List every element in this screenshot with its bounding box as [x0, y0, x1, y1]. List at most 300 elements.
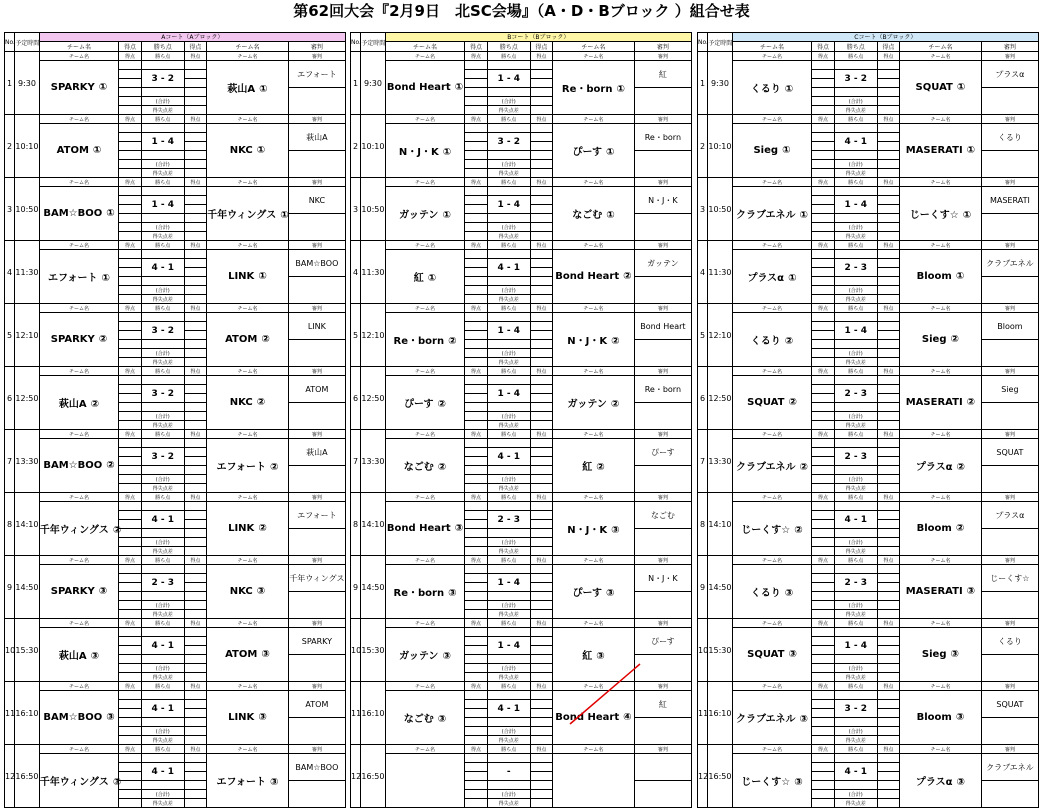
score-cell	[877, 799, 899, 808]
team-1-round: ③	[442, 651, 451, 662]
score-cell	[119, 799, 141, 808]
score-cell	[119, 691, 141, 700]
blank-cell	[141, 214, 184, 223]
score-cell	[119, 673, 141, 682]
score-header: 得点	[812, 493, 834, 502]
referee-blank	[288, 88, 345, 115]
score-cell	[530, 295, 552, 304]
score-cell	[812, 718, 834, 727]
team-2-name: 紅	[582, 462, 593, 473]
team-1-round: ③	[90, 651, 100, 662]
diff-label: 得失点差	[834, 673, 877, 682]
team-1-name: SPARKY	[50, 82, 95, 93]
team-2-round: ①	[256, 145, 266, 156]
team-1-name: ガッテン	[399, 651, 439, 662]
blank-cell	[487, 124, 530, 133]
score-cell	[119, 511, 141, 520]
referee-name: 紅	[634, 61, 691, 88]
score-cell	[119, 187, 141, 196]
score-header: 得点	[465, 745, 487, 754]
team-2-round: ②	[956, 462, 965, 473]
score-cell	[465, 268, 487, 277]
referee-header: 審判	[981, 367, 1038, 376]
score-cell	[184, 403, 206, 412]
header-score: 得点	[812, 42, 834, 52]
team-2-name: Sieg	[921, 334, 947, 345]
match-number: 5	[351, 304, 361, 367]
score-header: 得点	[530, 115, 552, 124]
score-cell	[184, 349, 206, 358]
diff-label: 得失点差	[487, 484, 530, 493]
score-cell	[184, 502, 206, 511]
team-1-round: ①	[442, 210, 451, 221]
referee-header: 審判	[981, 556, 1038, 565]
team-1-round: ①	[101, 273, 110, 284]
team-header: チーム名	[385, 304, 465, 313]
match-number: 4	[351, 241, 361, 304]
match-number: 5	[5, 304, 15, 367]
team-2-round: ③	[256, 586, 266, 597]
team-header: チーム名	[385, 745, 465, 754]
score-header: 得点	[184, 241, 206, 250]
total-label: (合計)	[487, 97, 530, 106]
score-cell	[184, 340, 206, 349]
match-number: 12	[698, 745, 708, 808]
team-2-name: MASERATI	[905, 145, 963, 156]
blank-cell	[141, 277, 184, 286]
score-cell	[184, 547, 206, 556]
score-cell	[465, 322, 487, 331]
score-header: 得点	[530, 241, 552, 250]
team-1-name: SQUAT	[747, 649, 785, 660]
team-1-cell	[732, 250, 812, 304]
team-1-round: ③	[112, 777, 122, 788]
team-2-cell	[900, 565, 982, 619]
score-header: 得点	[184, 367, 206, 376]
match-number: 1	[698, 52, 708, 115]
score-cell	[184, 799, 206, 808]
score-header: 得点	[530, 682, 552, 691]
score-cell	[877, 439, 899, 448]
score-cell	[812, 655, 834, 664]
score-header: 得点	[119, 115, 141, 124]
referee-header: 審判	[981, 178, 1038, 187]
score-header: 得点	[465, 367, 487, 376]
score-cell	[465, 376, 487, 385]
diff-label: 得失点差	[141, 610, 184, 619]
score-header: 得点	[877, 115, 899, 124]
points-header: 勝ち点	[834, 430, 877, 439]
score-cell	[530, 421, 552, 430]
blank-cell	[141, 313, 184, 322]
team-1-cell	[39, 61, 119, 115]
score-cell	[119, 664, 141, 673]
team-1-name: N・J・K	[398, 147, 439, 158]
score-cell	[465, 637, 487, 646]
score-cell	[530, 439, 552, 448]
diff-label: 得失点差	[141, 484, 184, 493]
score-cell	[119, 286, 141, 295]
team-1-name: エフォート	[48, 273, 98, 284]
score-cell	[812, 439, 834, 448]
score-cell	[465, 169, 487, 178]
score-cell	[184, 448, 206, 457]
match-time: 12:10	[15, 304, 40, 367]
team-1-cell	[385, 250, 465, 304]
score-cell	[119, 727, 141, 736]
score-header: 得点	[812, 115, 834, 124]
score-cell	[465, 511, 487, 520]
score-cell	[877, 520, 899, 529]
score-cell	[465, 70, 487, 79]
score-cell	[184, 250, 206, 259]
blank-cell	[141, 691, 184, 700]
team-2-cell	[553, 250, 635, 304]
score-cell	[465, 205, 487, 214]
score-header: 得点	[465, 304, 487, 313]
score-header: 得点	[119, 745, 141, 754]
score-cell	[530, 322, 552, 331]
score-header: 得点	[530, 745, 552, 754]
team-2-name: なごむ	[572, 210, 603, 221]
team-2-cell	[553, 187, 635, 241]
match-number: 9	[698, 556, 708, 619]
score-cell	[465, 709, 487, 718]
total-label: (合計)	[834, 223, 877, 232]
team-header: チーム名	[385, 556, 465, 565]
team-header: チーム名	[385, 682, 465, 691]
score-cell	[119, 97, 141, 106]
schedule-table-a	[4, 32, 346, 808]
team-1-name: 紅	[413, 273, 424, 284]
score-cell	[877, 547, 899, 556]
score-cell	[877, 727, 899, 736]
score-cell	[184, 583, 206, 592]
blank-cell	[834, 151, 877, 160]
score-cell	[812, 286, 834, 295]
match-number: 4	[698, 241, 708, 304]
team-1-name: 萩山A	[58, 399, 87, 410]
score-cell	[877, 106, 899, 115]
team-1-name: くるり	[750, 84, 781, 95]
team-1-name: BAM☆BOO	[43, 712, 103, 723]
team-1-cell	[732, 376, 812, 430]
score-cell	[530, 385, 552, 394]
score-cell	[465, 160, 487, 169]
team-2-name: NKC	[229, 586, 253, 597]
referee-blank	[981, 403, 1038, 430]
score-cell	[812, 484, 834, 493]
match-time: 10:10	[15, 115, 40, 178]
match-number: 3	[351, 178, 361, 241]
score-cell	[184, 520, 206, 529]
diff-label: 得失点差	[834, 106, 877, 115]
score-cell	[812, 403, 834, 412]
score-cell	[812, 511, 834, 520]
team-1-round: ③	[799, 714, 808, 725]
team-header: チーム名	[207, 745, 289, 754]
match-time: 14:10	[15, 493, 40, 556]
score-cell	[119, 232, 141, 241]
score-cell	[812, 475, 834, 484]
team-1-cell	[385, 754, 465, 808]
team-2-cell	[207, 502, 289, 556]
score-cell	[465, 142, 487, 151]
score-cell	[119, 205, 141, 214]
score-cell	[119, 736, 141, 745]
match-time: 10:50	[361, 178, 386, 241]
score-cell	[877, 574, 899, 583]
schedule-table-c	[697, 32, 1039, 808]
team-1-round: ①	[784, 84, 794, 95]
match-number: 8	[5, 493, 15, 556]
points-header: 勝ち点	[141, 745, 184, 754]
score-cell	[465, 574, 487, 583]
score-cell	[530, 790, 552, 799]
blank-cell	[141, 88, 184, 97]
score-cell	[119, 79, 141, 88]
diff-label: 得失点差	[487, 358, 530, 367]
score-header: 得点	[465, 52, 487, 61]
score-cell	[530, 511, 552, 520]
score-cell	[184, 268, 206, 277]
referee-header: 審判	[288, 304, 345, 313]
score-cell	[812, 313, 834, 322]
match-result: 1 - 4	[487, 637, 530, 655]
team-2-round: ③	[955, 712, 965, 723]
team-header: チーム名	[385, 619, 465, 628]
match-time: 12:10	[708, 304, 733, 367]
score-cell	[530, 709, 552, 718]
team-2-cell	[207, 313, 289, 367]
score-cell	[465, 340, 487, 349]
points-header: 勝ち点	[834, 493, 877, 502]
blank-cell	[487, 340, 530, 349]
team-2-name: Bloom	[916, 271, 952, 282]
referee-name: くるり	[981, 124, 1038, 151]
header-time: 予定時間	[708, 33, 733, 52]
score-cell	[877, 700, 899, 709]
header-no: No.	[698, 33, 708, 52]
team-2-round: ②	[966, 397, 976, 408]
score-cell	[812, 187, 834, 196]
score-header: 得点	[119, 367, 141, 376]
score-cell	[812, 259, 834, 268]
match-time: 14:10	[708, 493, 733, 556]
score-cell	[184, 790, 206, 799]
score-header: 得点	[184, 115, 206, 124]
referee-blank	[981, 718, 1038, 745]
score-cell	[530, 349, 552, 358]
total-label: (合計)	[141, 97, 184, 106]
referee-header: 審判	[634, 556, 691, 565]
total-label: (合計)	[141, 538, 184, 547]
referee-blank	[981, 466, 1038, 493]
team-1-round: ③	[106, 712, 115, 723]
score-cell	[530, 727, 552, 736]
points-header: 勝ち点	[487, 178, 530, 187]
points-header: 勝ち点	[834, 682, 877, 691]
team-2-name: 萩山A	[227, 84, 256, 95]
score-cell	[119, 412, 141, 421]
score-cell	[184, 511, 206, 520]
score-cell	[877, 781, 899, 790]
blank-cell	[141, 655, 184, 664]
team-1-round: ②	[799, 462, 808, 473]
header-referee: 審判	[288, 42, 345, 52]
score-cell	[812, 268, 834, 277]
referee-header: 審判	[634, 367, 691, 376]
team-2-name: NKC	[229, 397, 253, 408]
team-1-cell	[39, 313, 119, 367]
score-header: 得点	[877, 52, 899, 61]
diff-label: 得失点差	[141, 358, 184, 367]
score-cell	[119, 340, 141, 349]
diff-label: 得失点差	[141, 232, 184, 241]
team-2-round: ②	[256, 397, 266, 408]
score-cell	[119, 376, 141, 385]
score-cell	[465, 484, 487, 493]
score-cell	[812, 610, 834, 619]
score-cell	[119, 547, 141, 556]
match-result: 3 - 2	[141, 448, 184, 466]
referee-name: N・J・K	[634, 187, 691, 214]
header-no: No.	[5, 33, 15, 52]
score-header: 得点	[812, 304, 834, 313]
referee-name	[634, 754, 691, 781]
referee-blank	[981, 214, 1038, 241]
score-cell	[119, 754, 141, 763]
team-1-round: ②	[794, 525, 803, 536]
team-2-cell	[553, 565, 635, 619]
score-cell	[877, 232, 899, 241]
team-1-name: SQUAT	[747, 397, 785, 408]
score-cell	[465, 97, 487, 106]
team-1-cell	[39, 124, 119, 178]
header-time: 予定時間	[361, 33, 386, 52]
team-2-round: ②	[610, 399, 620, 410]
score-cell	[812, 781, 834, 790]
score-cell	[184, 610, 206, 619]
referee-blank	[634, 340, 691, 367]
team-header: チーム名	[900, 682, 982, 691]
score-cell	[465, 601, 487, 610]
score-cell	[119, 421, 141, 430]
team-1-round: ③	[788, 649, 797, 660]
blank-cell	[487, 628, 530, 637]
match-time: 16:10	[15, 682, 40, 745]
points-header: 勝ち点	[487, 619, 530, 628]
match-result: 3 - 2	[141, 322, 184, 340]
score-cell	[877, 259, 899, 268]
referee-name: ATOM	[288, 691, 345, 718]
total-label: (合計)	[141, 223, 184, 232]
score-cell	[877, 151, 899, 160]
score-cell	[119, 466, 141, 475]
score-cell	[812, 664, 834, 673]
score-header: 得点	[812, 619, 834, 628]
score-cell	[530, 79, 552, 88]
score-cell	[119, 331, 141, 340]
score-cell	[465, 565, 487, 574]
score-cell	[812, 772, 834, 781]
total-label: (合計)	[487, 412, 530, 421]
score-cell	[877, 277, 899, 286]
team-1-name: クラブエネル	[736, 462, 796, 473]
points-header: 勝ち点	[834, 556, 877, 565]
score-header: 得点	[812, 241, 834, 250]
referee-blank	[981, 592, 1038, 619]
match-time: 11:30	[708, 241, 733, 304]
match-number: 9	[351, 556, 361, 619]
score-cell	[812, 133, 834, 142]
score-cell	[530, 403, 552, 412]
match-time: 14:10	[361, 493, 386, 556]
score-header: 得点	[812, 430, 834, 439]
score-cell	[465, 412, 487, 421]
score-cell	[530, 736, 552, 745]
score-cell	[184, 763, 206, 772]
score-cell	[465, 502, 487, 511]
team-2-cell	[553, 376, 635, 430]
match-result: 4 - 1	[834, 763, 877, 781]
score-cell	[184, 232, 206, 241]
header-score: 得点	[184, 42, 206, 52]
team-2-cell	[900, 61, 982, 115]
team-header: チーム名	[207, 178, 289, 187]
score-cell	[184, 412, 206, 421]
team-1-cell	[732, 691, 812, 745]
blank-cell	[487, 88, 530, 97]
match-result: 1 - 4	[834, 196, 877, 214]
points-header: 勝ち点	[487, 682, 530, 691]
blank-cell	[487, 439, 530, 448]
team-1-cell	[39, 754, 122, 808]
score-cell	[119, 439, 141, 448]
referee-header: 審判	[634, 493, 691, 502]
score-cell	[877, 412, 899, 421]
score-cell	[877, 97, 899, 106]
score-cell	[877, 286, 899, 295]
score-cell	[184, 295, 206, 304]
score-cell	[877, 421, 899, 430]
score-cell	[119, 214, 141, 223]
score-cell	[184, 124, 206, 133]
referee-name: クラブエネル	[981, 250, 1038, 277]
score-cell	[119, 718, 141, 727]
score-cell	[812, 277, 834, 286]
score-cell	[530, 340, 552, 349]
match-result: 2 - 3	[487, 511, 530, 529]
score-cell	[184, 655, 206, 664]
team-header: チーム名	[207, 304, 289, 313]
team-2-cell	[900, 439, 982, 493]
total-label: (合計)	[834, 538, 877, 547]
score-cell	[465, 475, 487, 484]
total-label: (合計)	[834, 601, 877, 610]
team-1-name: クラブエネル	[736, 210, 796, 221]
team-2-round: ②	[950, 334, 959, 345]
team-header: チーム名	[732, 682, 812, 691]
diff-label: 得失点差	[487, 736, 530, 745]
score-header: 得点	[877, 619, 899, 628]
referee-header: 審判	[288, 682, 345, 691]
score-cell	[119, 322, 141, 331]
team-2-cell	[207, 628, 289, 682]
team-header: チーム名	[553, 556, 635, 565]
team-header: チーム名	[553, 367, 635, 376]
score-cell	[530, 664, 552, 673]
